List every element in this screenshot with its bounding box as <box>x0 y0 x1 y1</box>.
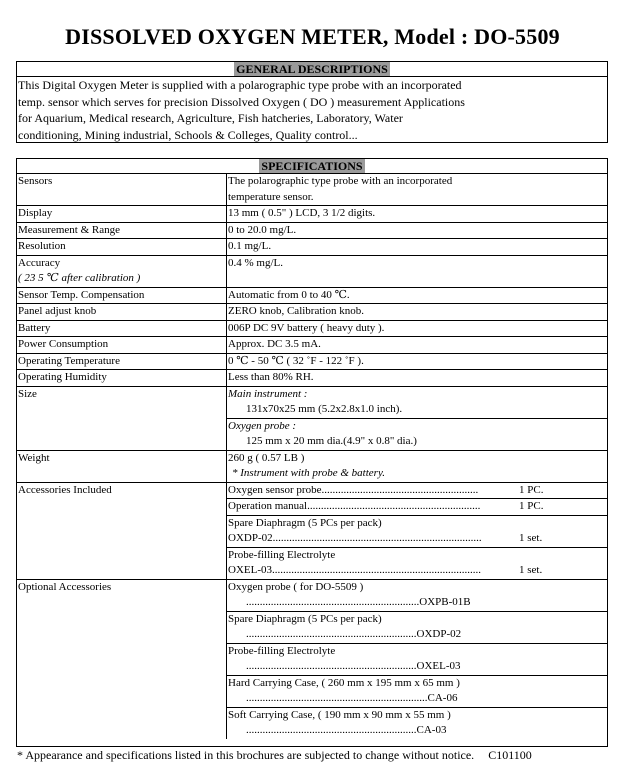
spec-label: Display <box>17 206 227 223</box>
spec-label: Resolution <box>17 239 227 256</box>
accessory-item: OXDP-02............................................................................ 1 set. <box>228 532 543 544</box>
spec-value: Approx. DC 3.5 mA. <box>227 337 608 354</box>
optional-item: Oxygen probe ( for DO-5509 ) ...............................................................OXPB-01B <box>228 580 471 608</box>
spec-label: Weight <box>17 450 227 482</box>
spec-value: Less than 80% RH. <box>227 370 608 387</box>
spec-value: 0.4 % mg/L. <box>227 255 608 287</box>
description-line: This Digital Oxygen Meter is supplied with a polarographic type probe with an incorporated <box>18 78 462 92</box>
spec-row-accessories <box>17 482 607 579</box>
spec-row-operating-humidity <box>17 370 607 387</box>
spec-label: Sensors <box>17 174 227 206</box>
spec-value: The polarographic type probe with an incorporated temperature sensor. <box>228 175 453 203</box>
spec-row-weight <box>17 450 607 482</box>
spec-value: 0.1 mg/L. <box>227 239 608 256</box>
accessory-item: Operation manual............................................................... 1 PC. <box>227 498 607 515</box>
footer-note: * Appearance and specifications listed in this brochures are subjected to change without notice. C101100 <box>17 748 532 762</box>
spec-label: Accessories Included <box>17 482 227 579</box>
spec-value: 0 ℃ - 50 ℃ ( 32 ˚F - 122 ˚F ). <box>227 353 608 370</box>
spec-value: Automatic from 0 to 40 ℃. <box>227 287 608 304</box>
specifications-box <box>16 158 608 747</box>
spec-value: 006P DC 9V battery ( heavy duty ). <box>227 320 608 337</box>
spec-row-sensors <box>17 174 607 206</box>
spec-row-power <box>17 337 607 354</box>
spec-value: Main instrument : 131x70x25 mm (5.2x2.8x1.0 inch). Oxygen probe : 125 mm x 20 mm dia.(4.9" x 0.8" dia.) <box>227 386 608 450</box>
spec-label: Accuracy ( 23 5 ℃ after calibration ) <box>17 255 227 287</box>
optional-item: Soft Carrying Case, ( 190 mm x 90 mm x 55 mm ) ..............................................................CA-03 <box>227 707 607 739</box>
spec-row-optional-accessories <box>17 579 607 739</box>
general-descriptions-box <box>16 61 608 143</box>
spec-value: ZERO knob, Calibration knob. <box>227 304 608 321</box>
spec-value: 260 g ( 0.57 LB ) * Instrument with probe & battery. <box>227 450 608 482</box>
spec-row-operating-temperature <box>17 353 607 370</box>
optional-item: Hard Carrying Case, ( 260 mm x 195 mm x 65 mm ) ..................................................................CA-06 <box>227 675 607 707</box>
optional-item: Probe-filling Electrolyte ..............................................................OXEL-03 <box>227 643 607 675</box>
optional-item: Spare Diaphragm (5 PCs per pack) ..............................................................OXDP-02 <box>227 611 607 643</box>
spec-row-range <box>17 222 607 239</box>
spec-row-temp-compensation <box>17 287 607 304</box>
spec-row-display <box>17 206 607 223</box>
accessory-item: Spare Diaphragm (5 PCs per pack) <box>227 515 607 532</box>
spec-label: Operating Humidity <box>17 370 227 387</box>
spec-label: Panel adjust knob <box>17 304 227 321</box>
spec-label: Battery <box>17 320 227 337</box>
spec-label: Sensor Temp. Compensation <box>17 287 227 304</box>
accessory-item: Probe-filling Electrolyte <box>227 547 607 564</box>
spec-label: Optional Accessories <box>17 579 227 739</box>
spec-row-resolution <box>17 239 607 256</box>
document-code: C101100 <box>488 748 532 762</box>
spec-row-size <box>17 386 607 450</box>
accessory-item: Oxygen sensor probe......................................................... 1 PC. <box>228 483 544 496</box>
spec-label: Operating Temperature <box>17 353 227 370</box>
spec-row-accuracy <box>17 255 607 287</box>
spec-value <box>227 482 608 579</box>
page-title: DISSOLVED OXYGEN METER, Model : DO-5509 <box>65 24 560 49</box>
description-line: temp. sensor which serves for precision Dissolved Oxygen ( DO ) measurement Applications <box>18 94 465 109</box>
spec-label: Measurement & Range <box>17 222 227 239</box>
specifications-heading: SPECIFICATIONS <box>17 159 607 174</box>
spec-label: Size <box>17 386 227 450</box>
accessory-item: OXEL-03............................................................................ 1 set. <box>228 564 543 576</box>
spec-value: 0 to 20.0 mg/L. <box>227 222 608 239</box>
specifications-table <box>17 174 607 739</box>
description-line: for Aquarium, Medical research, Agriculture, Fish hatcheries, Laboratory, Water <box>18 111 403 125</box>
description-line: conditioning, Mining industrial, Schools & Colleges, Quality control... <box>18 127 358 142</box>
spec-label: Power Consumption <box>17 337 227 354</box>
spec-row-panel-knob <box>17 304 607 321</box>
spec-row-battery <box>17 320 607 337</box>
spec-value: 13 mm ( 0.5" ) LCD, 3 1/2 digits. <box>227 206 608 223</box>
spec-value <box>227 579 608 739</box>
general-descriptions-heading: GENERAL DESCRIPTIONS <box>17 62 607 77</box>
